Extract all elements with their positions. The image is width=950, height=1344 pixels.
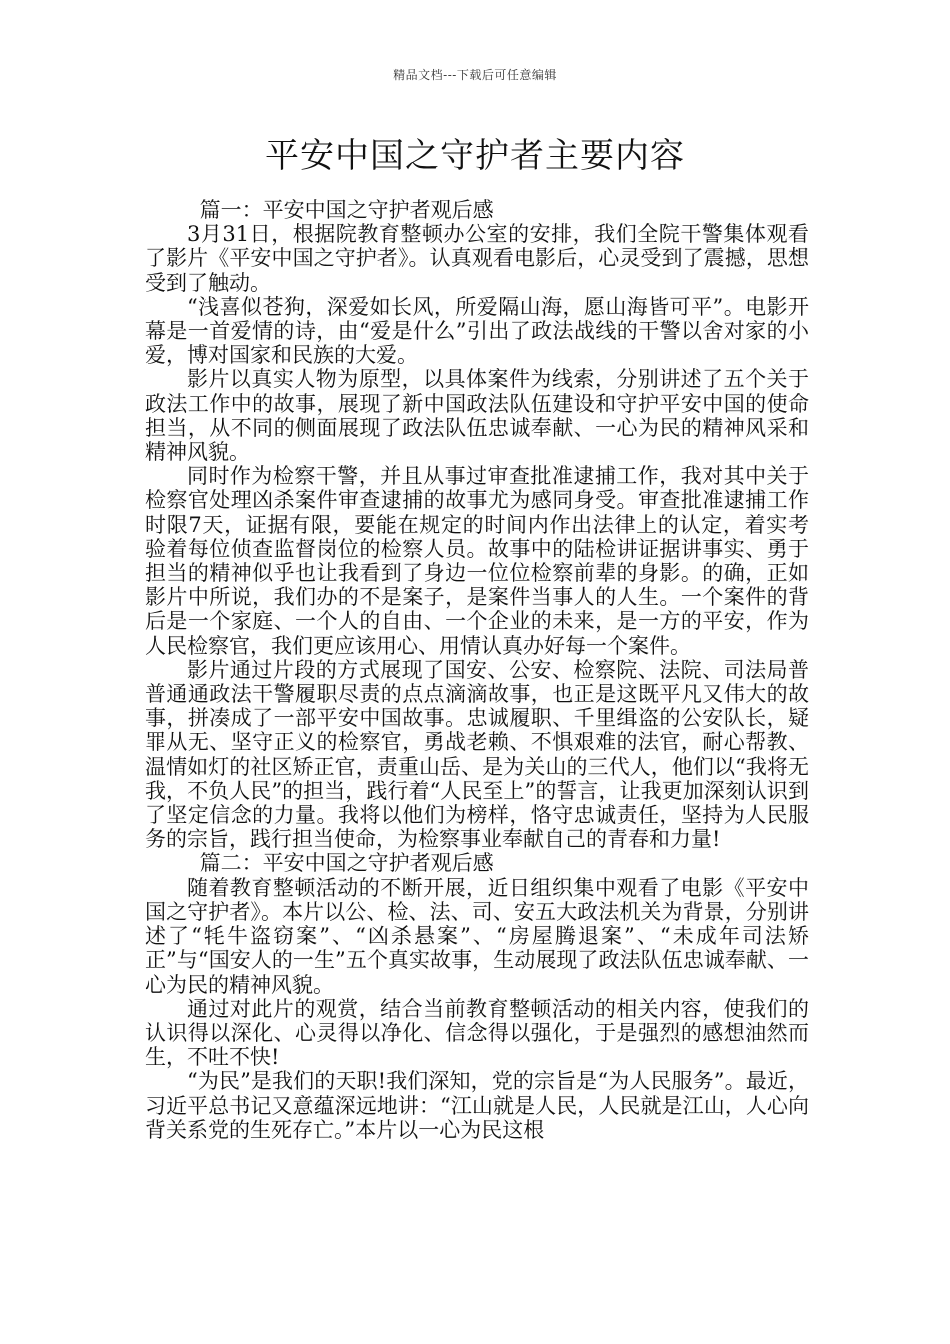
section-heading-1: 篇一：平安中国之守护者观后感 bbox=[199, 198, 494, 222]
paragraph: 通过对此片的观赏，结合当前教育整顿活动的相关内容，使我们的认识得以深化、心灵得以净化、信念得以强化，于是强烈的感想油然而生，不吐不快! bbox=[145, 996, 809, 1070]
paragraph: 随着教育整顿活动的不断开展，近日组织集中观看了电影《平安中国之守护者》。本片以公、检、法、司、安五大政法机关为背景，分别讲述了“牦牛盗窃案”、“凶杀悬案”、“房屋腾退案”、“未成年司法矫正”与“国安人的一生”五个真实故事，生动展现了政法队伍忠诚奉献、一心为民的精神风貌。 bbox=[145, 875, 809, 997]
header-note: 精品文档---下载后可任意编辑 bbox=[393, 68, 557, 82]
section-heading-2: 篇二：平安中国之守护者观后感 bbox=[199, 851, 494, 876]
paragraph: 3月31日，根据院教育整顿办公室的安排，我们全院干警集体观看了影片《平安中国之守护者》。认真观看电影后，心灵受到了震撼，思想受到了触动。 bbox=[145, 222, 809, 295]
paragraph: 影片通过片段的方式展现了国安、公安、检察院、法院、司法局普普通通政法干警履职尽责的点点滴滴故事，也正是这既平凡又伟大的故事，拼凑成了一部平安中国故事。忠诚履职、千里缉盗的公安队长，疑罪从无、坚守正义的检察官，勇战老赖、不惧艰难的法官，耐心帮教、温情如灯的社区矫正官，责重山岳、是为关山的三代人，他们以“我将无我，不负人民”的担当，践行着“人民至上”的誓言，让我更加深刻认识到了坚定信念的力量。我将以他们为榜样，恪守忠诚责任，坚持为人民服务的宗旨，践行担当使命，为检察事业奉献自己的青春和力量! bbox=[145, 657, 809, 852]
paragraph: “为民”是我们的天职!我们深知，党的宗旨是“为人民服务”。最近，习近平总书记又意蕴深远地讲：“江山就是人民，人民就是江山，人心向背关系党的生死存亡。”本片以一心为民这根 bbox=[145, 1069, 809, 1142]
paragraph: “浅喜似苍狗，深爱如长风，所爱隔山海，愿山海皆可平”。电影开幕是一首爱情的诗，由“爱是什么”引出了政法战线的干警以舍对家的小爱，博对国家和民族的大爱。 bbox=[145, 294, 809, 368]
paragraph: 影片以真实人物为原型，以具体案件为线索，分别讲述了五个关于政法工作中的故事，展现了新中国政法队伍建设和守护平安中国的使命担当，从不同的侧面展现了政法队伍忠诚奉献、一心为民的精神风采和精神风貌。 bbox=[145, 367, 809, 465]
paragraph: 同时作为检察干警，并且从事过审查批准逮捕工作，我对其中关于检察官处理凶杀案件审查逮捕的故事尤为感同身受。审查批准逮捕工作时限7天，证据有限，要能在规定的时间内作出法律上的认定，着实考验着每位侦查监督岗位的检察人员。故事中的陆检讲证据讲事实、勇于担当的精神似乎也让我看到了身边一位位检察前辈的身影。的确，正如影片中所说，我们办的不是案子，是案件当事人的人生。一个案件的背后是一个家庭、一个人的自由、一个企业的未来，是一方的平安，作为人民检察官，我们更应该用心、用情认真办好每一个案件。 bbox=[145, 464, 809, 658]
document-body bbox=[145, 198, 809, 1142]
document-title: 平安中国之守护者主要内容 bbox=[265, 136, 685, 176]
